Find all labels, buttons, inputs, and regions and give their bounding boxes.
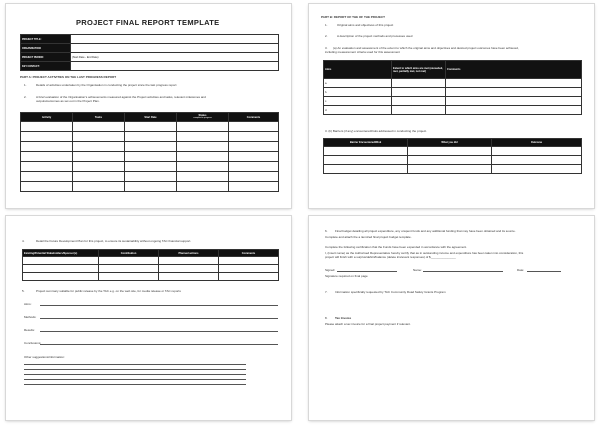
other-line[interactable] [24, 384, 246, 385]
status-label: Status [198, 114, 207, 117]
report-page-2 [309, 4, 594, 208]
col-start-date: Start Date [125, 113, 177, 122]
table-row[interactable] [21, 142, 279, 152]
other-line[interactable] [24, 364, 246, 365]
table-row[interactable] [324, 156, 582, 165]
table-row[interactable] [324, 97, 582, 106]
item-number: 2. [24, 95, 27, 99]
aims-line[interactable] [40, 305, 278, 306]
date-line[interactable] [527, 271, 561, 272]
key-contact-field[interactable] [71, 62, 279, 71]
item-number: 3. [325, 46, 328, 50]
name-line[interactable] [423, 271, 503, 272]
barriers-table [323, 138, 582, 174]
item-7-text: Information specifically requested by TAC Community Road Safety Grants Program [335, 290, 446, 294]
report-page-3 [6, 216, 291, 420]
report-page-1 [6, 4, 291, 208]
item-3a-text-line2: including measurement criteria used for this assessment [325, 50, 400, 54]
project-title-field[interactable] [71, 35, 279, 44]
table-row[interactable] [21, 172, 279, 182]
page-title: PROJECT FINAL REPORT TEMPLATE [76, 18, 220, 27]
item-2-text-line1: A brief evaluation of the Organisation's achievements measured against the Project activities and tasks, relevant milestones and [36, 95, 206, 99]
table-row[interactable] [324, 147, 582, 156]
table-row[interactable] [324, 165, 582, 174]
table-row[interactable] [23, 273, 279, 281]
col-stakeholders: Existing/Potential Stakeholders/Sponsor(s) [23, 250, 99, 257]
label-key-contact: KEY CONTACT: [21, 62, 71, 71]
col-planned-actions: Planned actions [159, 250, 219, 257]
col-extent: Extent to which aims are met (exceeded, met, partially met, not met) [392, 61, 446, 79]
other-line[interactable] [24, 379, 246, 380]
item-8-heading: Tax Invoice [335, 316, 352, 320]
item-6-text: Final budget detailing all project expenditure, any unspent funds and any additional funding that may have been obtained and its source. [335, 229, 516, 233]
col-outcome: Outcome [492, 139, 582, 147]
col-contribution: Contribution [99, 250, 159, 257]
field-label-conclusions: Conclusions: [24, 341, 42, 345]
aims-table [323, 60, 582, 115]
certification-text-line1: I, (insert name) as the Authorised Representative hereby certify that as in outstanding income and expenditure has been taken into consideration, this [325, 251, 524, 255]
status-sublabel: complete/in progress [193, 117, 212, 119]
item-2-text: A description of the project methods and processes used [337, 34, 413, 38]
label-project-title: PROJECT TITLE: [21, 35, 71, 44]
item-5-text: Project summary suitable for public release by the TAC e.g. on the web site, for media release or TAC reports [36, 289, 181, 293]
col-status [177, 113, 229, 122]
item-1-text: Original aims and objectives of this project [337, 23, 394, 27]
col-what-you-did: What you did [408, 139, 492, 147]
table-row[interactable] [21, 182, 279, 192]
activity-table [20, 112, 279, 192]
future-development-table [22, 249, 279, 281]
other-suggestions-label: Other suggestions/information: [24, 355, 65, 359]
project-period-field[interactable]: (Start Date - End Date) [71, 53, 279, 62]
complete-instruction: Complete and attach the a itemized final project budget template. [325, 235, 412, 239]
table-row[interactable] [324, 106, 582, 115]
project-info-table [20, 34, 279, 71]
name-label: Name: [413, 268, 422, 272]
item-3a-text-line1: (a) An evaluation and assessment of the extent to which the original aims and objectives and desired project outcomes have been achieved, [333, 46, 519, 50]
table-row[interactable] [21, 152, 279, 162]
methods-line[interactable] [40, 318, 278, 319]
part-b-heading: PART B: REPORT OF THE OF THE PROJECT [321, 15, 385, 19]
item-2-text-line2: outputs/outcomes as set out in the Project Plan. [36, 99, 100, 103]
conclusions-line[interactable] [40, 344, 278, 345]
organisation-field[interactable] [71, 44, 279, 53]
item-4-text: Detail the Future Development Plan for this project, to ensure its sustainability without ongoing TAC financial support. [36, 239, 192, 243]
item-number: 1. [325, 23, 328, 27]
signature-line[interactable] [337, 271, 397, 272]
row-label: c. [324, 97, 392, 106]
field-label-methods: Methods: [24, 315, 37, 319]
date-label: Date: [517, 268, 525, 272]
col-activity: Activity [21, 113, 73, 122]
report-page-4 [309, 216, 594, 420]
item-number: 1. [24, 83, 27, 87]
label-project-period: PROJECT PERIOD: [21, 53, 71, 62]
signature-note: Signature required on final page [325, 274, 368, 278]
item-8-text: Please attach a tax invoice for a final project payment if relevant. [325, 322, 411, 326]
item-number: 4. [22, 239, 25, 243]
col-barrier: Barrier Encountered/Risk [324, 139, 408, 147]
other-line[interactable] [24, 374, 246, 375]
row-label: b. [324, 88, 392, 97]
item-3b-text: 3. (b) Barriers (if any) encountered/risks addressed in conducting the project. [325, 129, 427, 133]
results-line[interactable] [40, 331, 278, 332]
part-a-heading: PART A: PROJECT ACTIVITIES ON THE LAST PROGRESS REPORT [20, 75, 117, 79]
item-number: 2. [325, 34, 328, 38]
col-tasks: Tasks [73, 113, 125, 122]
item-number: 8. [325, 316, 328, 320]
row-label: a. [324, 79, 392, 88]
table-row[interactable] [324, 88, 582, 97]
table-row[interactable] [23, 265, 279, 273]
signed-label: Signed: [325, 268, 336, 272]
other-line[interactable] [24, 369, 246, 370]
col-comments: Comments [229, 113, 279, 122]
col-comments: Comments [219, 250, 279, 257]
certification-text-line2: project will finish with a surplus/deficit/balance (delete irrelevant responses) of $_______________ [325, 255, 456, 259]
table-row[interactable] [324, 79, 582, 88]
col-aims: Aims [324, 61, 392, 79]
table-row[interactable] [21, 162, 279, 172]
field-label-aims: Aims: [24, 302, 32, 306]
label-organisation: ORGANISATION: [21, 44, 71, 53]
item-number: 5. [22, 289, 25, 293]
row-label: d. [324, 106, 392, 115]
item-number: 6. [325, 229, 328, 233]
item-1-text: Details of activities undertaken by the Organisation in conducting the project since the last progress report [36, 83, 177, 87]
table-row[interactable] [21, 132, 279, 142]
certification-instruction: Complete the following certification that the Funds have been expended in accordance with the agreement. [325, 245, 467, 249]
field-label-results: Results: [24, 328, 35, 332]
table-row[interactable] [23, 257, 279, 265]
col-comments: Comments [446, 61, 582, 79]
item-number: 7. [325, 290, 328, 294]
table-row[interactable] [21, 122, 279, 132]
